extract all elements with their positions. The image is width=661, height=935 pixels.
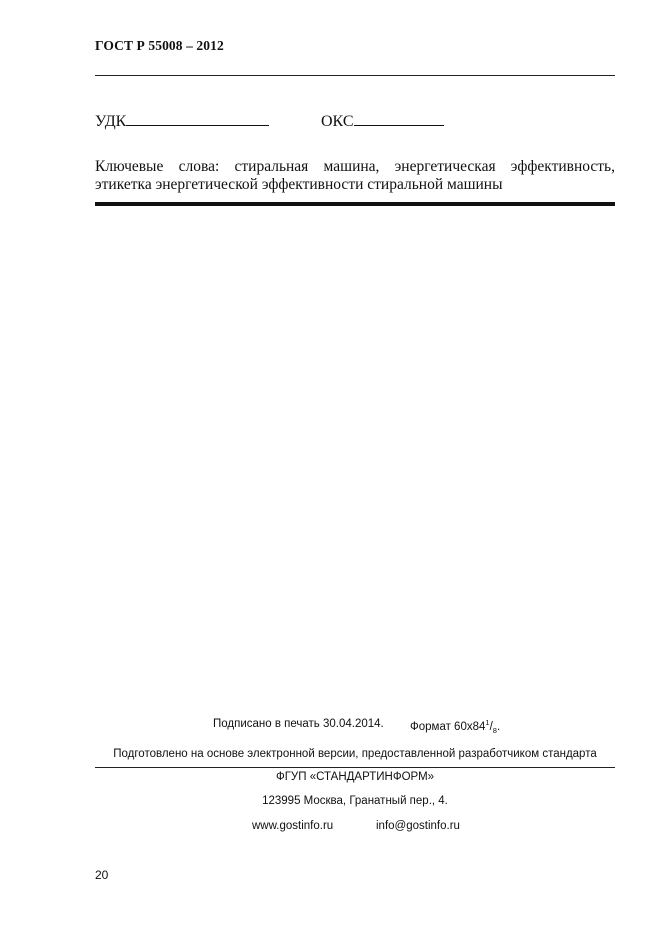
- format-numerator: 1: [485, 718, 490, 727]
- oks-label: ОКС: [321, 113, 354, 130]
- signed-date: Подписано в печать 30.04.2014.: [213, 718, 384, 730]
- oks-field: [321, 111, 444, 131]
- website-link[interactable]: www.gostinfo.ru: [252, 820, 334, 832]
- publisher-contacts: [95, 820, 615, 836]
- imprint-divider: [95, 767, 615, 768]
- header-divider: [95, 75, 615, 76]
- udk-label: УДК: [95, 113, 127, 130]
- format-label: Формат 60х84: [410, 720, 486, 733]
- classification-row: [95, 111, 615, 133]
- format-end: .: [496, 720, 501, 733]
- publisher-address: 123995 Москва, Гранатный пер., 4.: [262, 795, 448, 807]
- paper-format: Формат $60х84^1/_8$.: [410, 718, 501, 736]
- keywords-divider: [95, 202, 615, 206]
- format-denominator: 8: [492, 726, 497, 736]
- page-number: 20: [95, 868, 109, 882]
- publisher-name: ФГУП «СТАНДАРТИНФОРМ»: [275, 771, 435, 783]
- keywords-line-1: Ключевые слова: стиральная машина, энергетическая эффективность,: [95, 158, 615, 175]
- imprint-signed-row: [95, 718, 615, 734]
- standard-code: ГОСТ Р 55008 – 2012: [95, 38, 224, 53]
- prepared-note: Подготовлено на основе электронной версии, предоставленной разработчиком стандарта: [113, 748, 597, 760]
- udk-field: [95, 111, 269, 131]
- oks-blank-line: [354, 111, 444, 126]
- keywords-line-2: этикетка энергетической эффективности стиральной машины: [95, 176, 503, 193]
- email-link[interactable]: info@gostinfo.ru: [376, 820, 460, 832]
- keywords-block: [95, 158, 615, 194]
- udk-blank-line: [126, 111, 269, 126]
